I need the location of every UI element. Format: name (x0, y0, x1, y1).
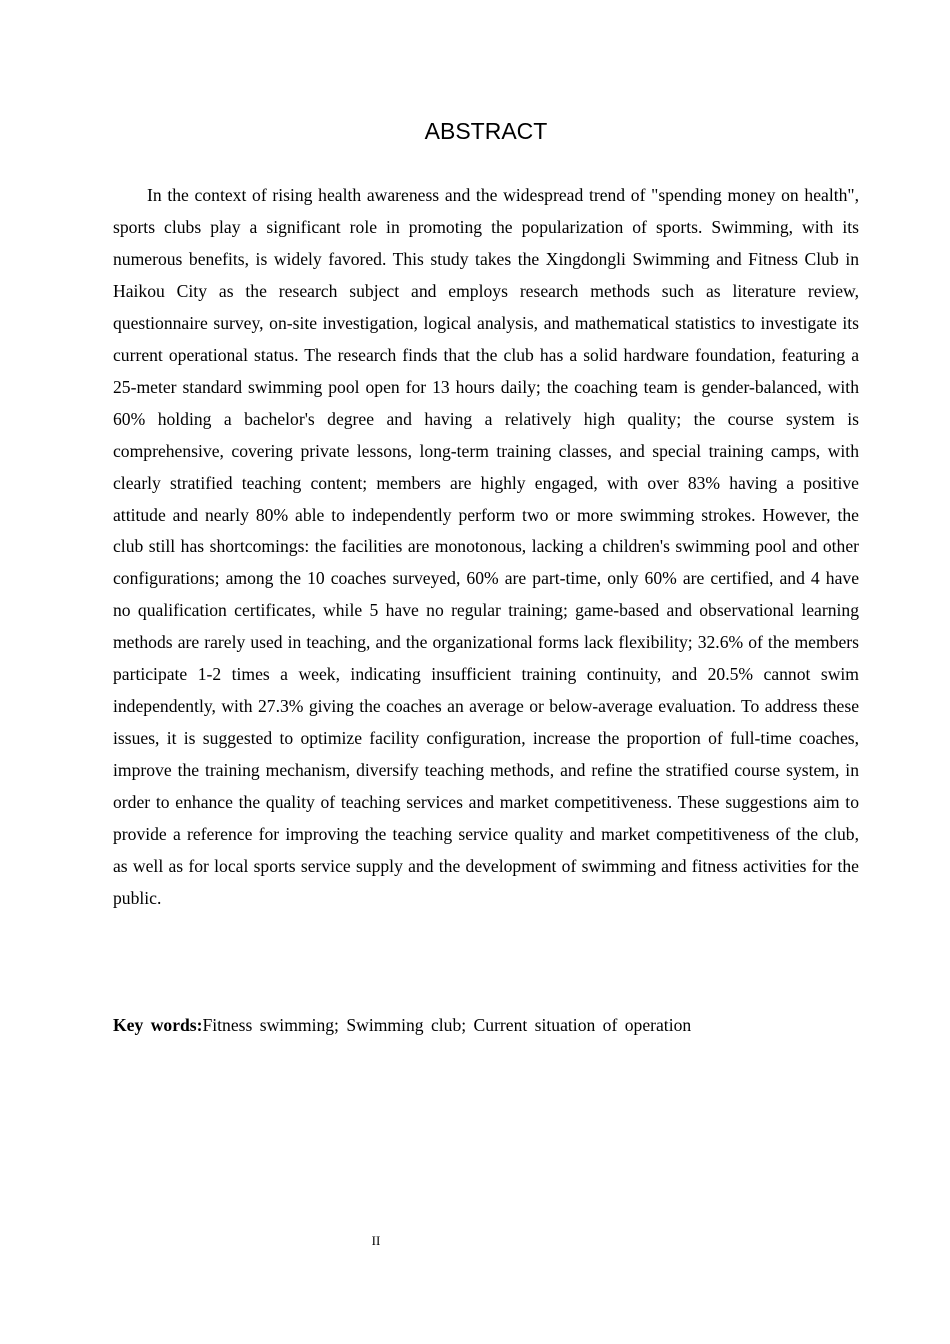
keywords-text: Fitness swimming; Swimming club; Current situation of operation (202, 1015, 692, 1035)
abstract-body: In the context of rising health awareness and the widespread trend of "spending money on health", sports clubs play a significant role in promoting the popularization of sports. Swimming, with its numerous benefits, is widely favored. This study takes the Xingdongli Swimming and Fitness Club in Haikou City as the research subject and employs research methods such as literature review, questionnaire survey, on-site investigation, logical analysis, and mathematical statistics to investigate its current operational status. The research finds that the club has a solid hardware foundation, featuring a 25-meter standard swimming pool open for 13 hours daily; the coaching team is gender-balanced, with 60% holding a bachelor's degree and having a relatively high quality; the course system is comprehensive, covering private lessons, long-term training classes, and special training camps, with clearly stratified teaching content; members are highly engaged, with over 83% having a positive attitude and nearly 80% able to independently perform two or more swimming strokes. However, the club still has shortcomings: the facilities are monotonous, lacking a children's swimming pool and other configurations; among the 10 coaches surveyed, 60% are part-time, only 60% are certified, and 4 have no qualification certificates, while 5 have no regular training; game-based and observational learning methods are rarely used in teaching, and the organizational forms lack flexibility; 32.6% of the members participate 1-2 times a week, indicating insufficient training continuity, and 20.5% cannot swim independently, with 27.3% giving the coaches an average or below-average evaluation. To address these issues, it is suggested to optimize facility configuration, increase the proportion of full-time coaches, improve the training mechanism, diversify teaching methods, and refine the stratified course system, in order to enhance the quality of teaching services and market competitiveness. These suggestions aim to provide a reference for improving the teaching service quality and market competitiveness of the club, as well as for local sports service supply and the development of swimming and fitness activities for the public. (113, 185, 859, 908)
keywords-label: Key words: (113, 1015, 203, 1035)
abstract-title: ABSTRACT (424, 118, 548, 144)
page-number: II (371, 1233, 381, 1248)
keywords-line (113, 1010, 859, 1042)
